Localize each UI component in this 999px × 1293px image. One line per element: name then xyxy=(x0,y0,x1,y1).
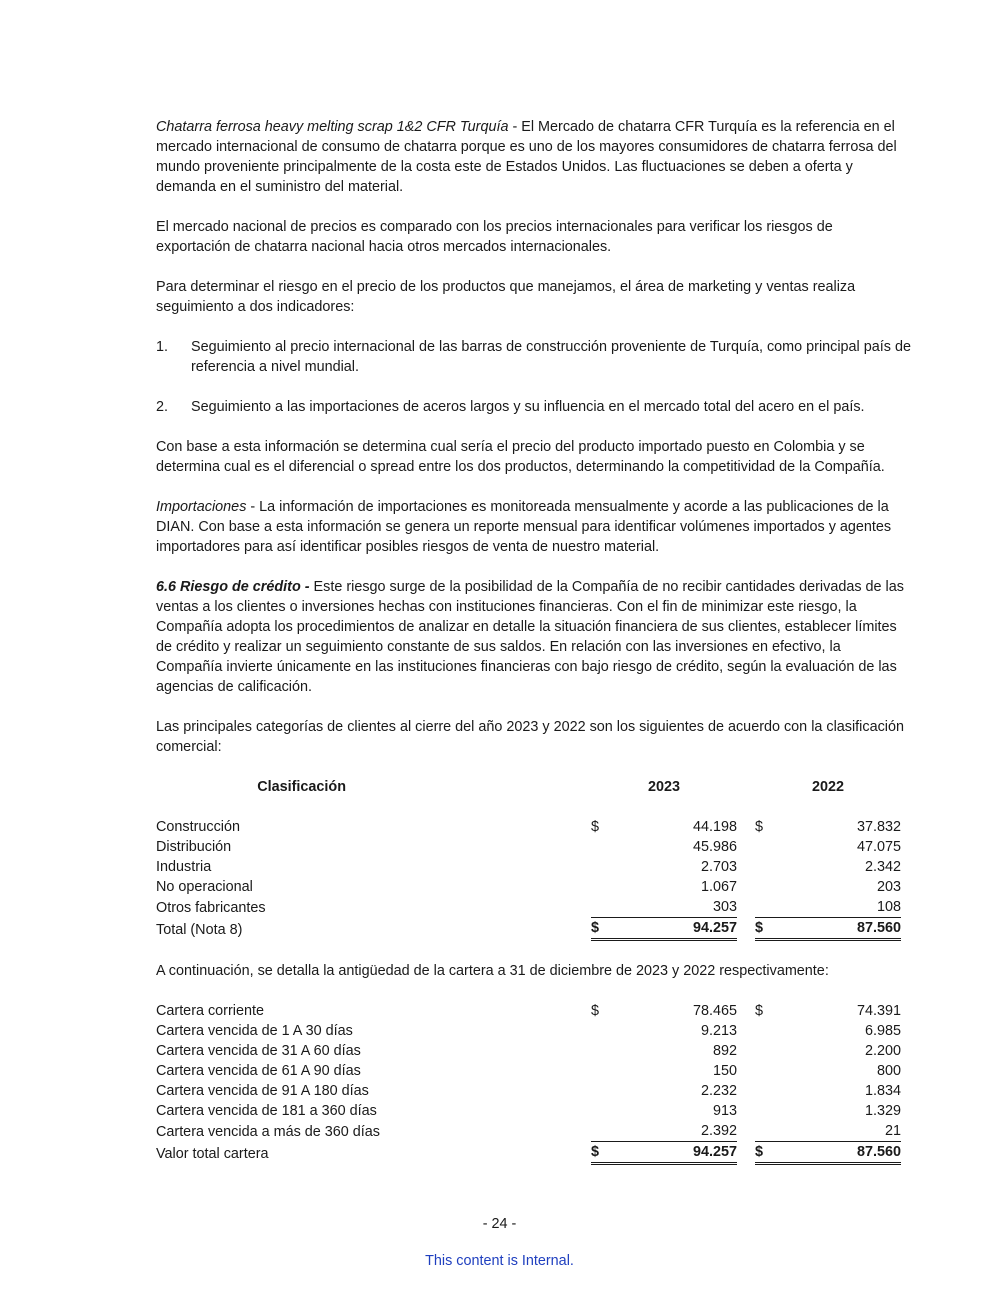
paragraph-body: Este riesgo surge de la posibilidad de la Compañía de no recibir cantidades derivadas de las ventas a los clientes o inversiones hechas con instituciones financieras. Con el fin de minimizar este riesgo, la Compañía adopta los procedimientos de analizar en detalle la situación financiera de sus clientes, establecer límites de crédito y realizar un seguimiento constante de sus saldos. En relación con las inversiones en efectivo, la Compañía invierte únicamente en las instituciones financieras con bajo riesgo de crédito, según la evaluación de las agencias de calificación. xyxy=(156,579,904,695)
list-number: 1. xyxy=(156,339,169,355)
table-row: Cartera vencida de 91 A 180 días 2.232 1.834 xyxy=(156,1083,901,1099)
table-row: Cartera vencida de 181 a 360 días 913 1.329 xyxy=(156,1103,901,1119)
table-header-row xyxy=(156,777,901,797)
paragraph-importaciones xyxy=(156,497,911,557)
list-text: Seguimiento al precio internacional de las barras de construcción proveniente de Turquía, como principal país de referencia a nivel mundial. xyxy=(191,339,911,375)
table-row: Industria 2.703 2.342 xyxy=(156,859,901,875)
classification-table xyxy=(156,777,901,941)
list-text: Seguimiento a las importaciones de aceros largos y su influencia en el mercado total del acero en el país. xyxy=(191,399,865,415)
table-total-row: Total (Nota 8) $ 94.257 $ 87.560 xyxy=(156,918,901,940)
column-header-clasificacion: Clasificación xyxy=(257,779,346,795)
table-row: Otros fabricantes 303 108 xyxy=(156,899,901,916)
column-header-2023: 2023 xyxy=(647,779,680,795)
page-number: - 24 - xyxy=(482,1216,517,1232)
table-row: Distribución 45.986 47.075 xyxy=(156,839,901,855)
column-header-2022: 2022 xyxy=(811,779,844,795)
table-row: Cartera corriente $ 78.465 $ 74.391 xyxy=(156,1003,901,1019)
document-page xyxy=(156,117,911,1165)
paragraph-antiguedad: A continuación, se detalla la antigüedad de la cartera a 31 de diciembre de 2023 y 2022 respectivamente: xyxy=(156,963,829,979)
table-row: Cartera vencida a más de 360 días 2.392 21 xyxy=(156,1123,901,1140)
paragraph-body: - La información de importaciones es monitoreada mensualmente y acorde a las publicaciones de la DIAN. Con base a esta información se genera un reporte mensual para identificar volúmenes importados y agentes importadores para así identificar posibles riesgos de venta de nuestro material. xyxy=(156,499,892,555)
paragraph-chatarra xyxy=(156,117,911,197)
classification-label: This content is Internal. xyxy=(425,1253,574,1269)
paragraph-riesgo-credito xyxy=(156,577,911,697)
list-item xyxy=(156,337,911,377)
table-row: No operacional 1.067 203 xyxy=(156,879,901,895)
table-row: Cartera vencida de 1 A 30 días 9.213 6.985 xyxy=(156,1023,901,1039)
paragraph-title: Importaciones xyxy=(156,499,247,515)
table-total-row: Valor total cartera $ 94.257 $ 87.560 xyxy=(156,1142,901,1164)
paragraph-mercado-nacional: El mercado nacional de precios es comparado con los precios internacionales para verificar los riesgos de exportación de chatarra nacional hacia otros mercados internacionales. xyxy=(156,219,833,255)
paragraph-categorias: Las principales categorías de clientes al cierre del año 2023 y 2022 son los siguientes de acuerdo con la clasificación comercial: xyxy=(156,719,904,755)
paragraph-body: - El Mercado de chatarra CFR Turquía es la referencia en el mercado internacional de consumo de chatarra porque es uno de los mayores consumidores de chatarra ferrosa del mundo proveniente principalmente de la costa este de Estados Unidos. Las fluctuaciones se deben a oferta y demanda en el suministro del material. xyxy=(156,119,897,195)
aging-table xyxy=(156,1001,901,1165)
table-row: Cartera vencida de 61 A 90 días 150 800 xyxy=(156,1063,901,1079)
paragraph-title: Chatarra ferrosa heavy melting scrap 1&2 CFR Turquía xyxy=(156,119,509,135)
list-item xyxy=(156,397,911,417)
section-heading: 6.6 Riesgo de crédito - xyxy=(156,579,310,595)
table-row: Construcción $ 44.198 $ 37.832 xyxy=(156,819,901,835)
paragraph-determinar-riesgo: Para determinar el riesgo en el precio de los productos que manejamos, el área de marketing y ventas realiza seguimiento a dos indicadores: xyxy=(156,279,856,315)
list-number: 2. xyxy=(156,399,169,415)
table-row: Cartera vencida de 31 A 60 días 892 2.200 xyxy=(156,1043,901,1059)
paragraph-con-base: Con base a esta información se determina cual sería el precio del producto importado puesto en Colombia y se determina cual es el diferencial o spread entre los dos productos, determinando la competitividad de la Compañía. xyxy=(156,439,885,475)
